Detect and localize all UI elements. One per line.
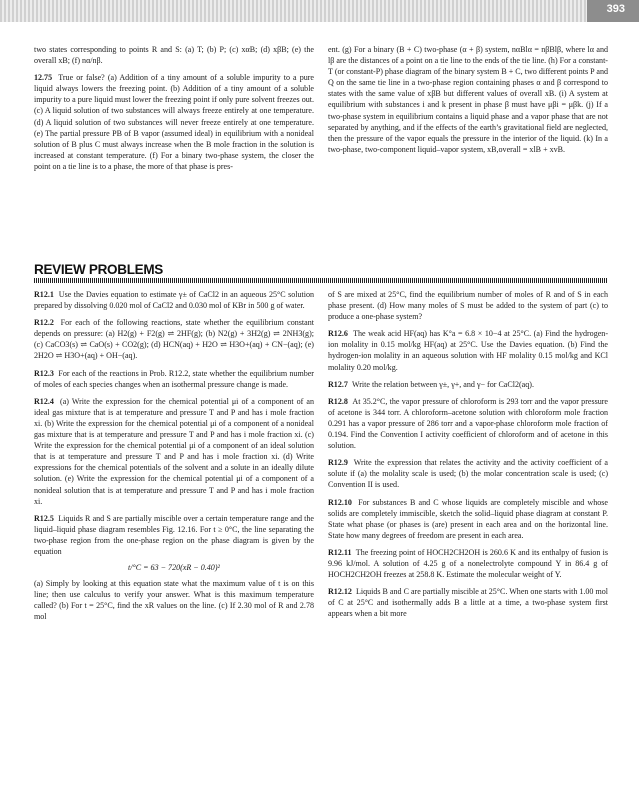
top-right-column	[328, 44, 608, 155]
problem-text: Liquids R and S are partially miscible over a certain temperature range and the liquid–liquid phase diagram resembles Fig. 12.16. For t ≥ 0°C, the line separating the two-phase region from the one-phase region on the phase diagram is given by the equation	[34, 513, 314, 556]
page-header-bar	[0, 0, 639, 22]
review-problem	[328, 379, 608, 390]
problem-continuation: of S are mixed at 25°C, find the equilibrium number of moles of R and of S in each phase present. (d) How many moles of S must be added to the system of part (c) to produce a one-phase system?	[328, 290, 608, 322]
review-problem	[328, 586, 608, 619]
problem-text: True or false? (a) Addition of a tiny amount of a soluble impurity to a pure liquid always lowers the freezing point. (b) Addition of a tiny amount of a soluble impurity to a pure liquid must lower the freezing point if only pure solvent freezes out. (c) A liquid solution of two substances will always freeze entirely at one temperature. (d) A liquid solution of two substances will never freeze entirely at one temperature. (e) The partial pressure PB of B vapor (assumed ideal) in equilibrium with a nonideal solution of B plus C must always increase when the B mole fraction in the solution is increased at constant temperature. (f) For a binary two-phase system, the closer the point on a tie line is to a phase, the more of that phase is pres-	[34, 73, 314, 171]
top-left-column	[34, 44, 314, 172]
problem-text: For substances B and C whose liquids are completely miscible and whose solids are completely immiscible, sketch the solid–liquid phase diagram at constant P. State what phase (or phases is (are) present in each area and on the horizontal line. State how many degrees of freedom are present in each area.	[328, 497, 608, 540]
review-problem	[34, 368, 314, 390]
review-problem	[328, 328, 608, 372]
problem-12-75	[34, 72, 314, 172]
problem-id: R12.10	[328, 497, 352, 507]
problem-text: Write the relation between γ±, γ+, and γ− for CaCl2(aq).	[351, 379, 534, 389]
section-divider	[34, 278, 608, 283]
problem-12-75-continuation: ent. (g) For a binary (B + C) two-phase (α + β) system, nαBlα = nβBlβ, where lα and lβ are the distances of a point on a tie line to the ends of the tie line. (h) For a constant-T (or constant-P) phase diagram of the binary system B + C, two different points P and Q on the same tie line in a two-phase region containing phases α and β correspond to states with the same value of xβB but different values of overall xB. (i) A system at equilibrium with substances i and k present in phase β must have μβi = μβk. (j) If a two-phase system in equilibrium contains a liquid phase and a vapor phase that are not separated by anything, and if the effects of the earth’s gravitational field are neglected, then the pressure of the vapor equals the pressure in the interior of the liquid. (k) In a two-phase, two-component liquid–vapor system, xB,overall = xlB + xvB.	[328, 45, 608, 154]
problem-id: R12.1	[34, 290, 54, 299]
review-problem	[328, 497, 608, 541]
problem-text: Liquids B and C are partially miscible at 25°C. When one starts with 1.00 mol of C at 25°C and isothermally adds B a little at a time, a two-phase system first appears when a bit more	[328, 587, 608, 619]
review-problem	[328, 396, 608, 451]
review-problem	[328, 547, 608, 580]
problem-continuation: (a) Simply by looking at this equation state what the maximum value of t is on this line; then use calculus to verify your answer. What is this maximum temperature called? (b) For t = 25°C, find the xR values on the line. (c) If 2.30 mol of R and 2.78 mol	[34, 579, 314, 622]
problem-text: The freezing point of HOCH2CH2OH is 260.6 K and its enthalpy of fusion is 9.96 kJ/mol. A solution of 4.25 g of a nonelectrolyte compound Y in 86.4 g of HOCH2CH2OH freezes at 258.8 K. Estimate the molecular weight of Y.	[328, 547, 608, 580]
page-number: 393	[606, 3, 625, 15]
problem-text: For each of the following reactions, state whether the equilibrium constant depends on pressure: (a) H2(g) + F2(g) ⇌ 2HF(g); (b) N2(g) + 3H2(g) ⇌ 2NH3(g); (c) CaCO3(s) ⇌ CaO(s) + CO2(g); (d) HCN(aq) + H2O ⇌ H3O+(aq) + CN−(aq); (e) 2H2O ⇌ H3O+(aq) + OH−(aq).	[34, 318, 314, 361]
section-heading: REVIEW PROBLEMS	[34, 262, 164, 277]
problem-id: R12.7	[328, 379, 348, 389]
problem-text: The weak acid HF(aq) has K°a = 6.8 × 10−4 at 25°C. (a) Find the hydrogen-ion molality in 0.15 mol/kg HF(aq) at 25°C. Use the Davies equation. (b) Find the hydrogen-ion molality in an aqueous solution with HF molality 0.15 mol/kg and KCl molality 0.20 mol/kg.	[328, 329, 609, 372]
bottom-left-column	[34, 289, 314, 623]
problem-id: R12.5	[34, 513, 54, 523]
equation: t/°C = 63 − 720(xR − 0.40)²	[128, 563, 220, 573]
problem-id: R12.12	[328, 587, 352, 597]
problem-id: R12.6	[328, 329, 348, 339]
review-problem	[34, 289, 314, 311]
problem-id: R12.9	[328, 458, 348, 468]
problem-text: Use the Davies equation to estimate γ± of CaCl2 in an aqueous 25°C solution prepared by dissolving 0.020 mol of CaCl2 and 0.030 mol of KBr in 500 g of water.	[34, 290, 314, 311]
problem-12-74-continuation: two states corresponding to points R and S: (a) T; (b) P; (c) xαB; (d) xβB; (e) the overall xB; (f) nα/nβ.	[34, 45, 314, 66]
review-problem	[34, 513, 314, 557]
problem-id: R12.2	[34, 318, 54, 328]
review-problem	[34, 396, 314, 507]
problem-text: Write the expression that relates the activity and the activity coefficient of a solute if (a) the molality scale is used; (b) the molar concentration scale is used; (c) Convention II is used.	[328, 458, 608, 490]
problem-text: For each of the reactions in Prob. R12.2, state whether the equilibrium number of moles of each species changes when an isothermal pressure change is made.	[34, 368, 314, 389]
review-problem	[328, 457, 608, 490]
review-problem	[34, 317, 314, 361]
problem-id: R12.11	[328, 547, 352, 557]
problem-id: R12.3	[34, 368, 54, 378]
problem-id: 12.75	[34, 73, 53, 83]
problem-text: (a) Write the expression for the chemical potential μi of a component of an ideal gas mixture that is at temperature and pressure T and P and has i mole fraction xi. (b) Write the expression for the chemical potential μi of a component of a nonideal gas mixture that is at temperature and pressure T and P and has i mole fraction xi. (c) Write the expression for the chemical potential μi of a component of an ideal solution that is at temperature and pressure T and P and has i mole fraction xi. (d) Write expressions for the chemical potentials of the solvent and a solute in an ideally dilute solution. (e) Write the expression for the chemical potential μi of a component of a nonideal solution that is at temperature and pressure T and P and has i mole fraction xi.	[34, 396, 314, 506]
problem-id: R12.4	[34, 396, 54, 406]
problem-id: R12.8	[328, 396, 348, 406]
bottom-right-column	[328, 289, 608, 619]
problem-text: At 35.2°C, the vapor pressure of chloroform is 293 torr and the vapor pressure of acetone is 344 torr. A chloroform–acetone solution with chloroform mole fraction 0.291 has a vapor pressure of 286 torr and a vapor-phase chloroform mole fraction of 0.194. Find the Convention I activity coefficient of chloroform and of acetone in this solution.	[328, 396, 608, 451]
